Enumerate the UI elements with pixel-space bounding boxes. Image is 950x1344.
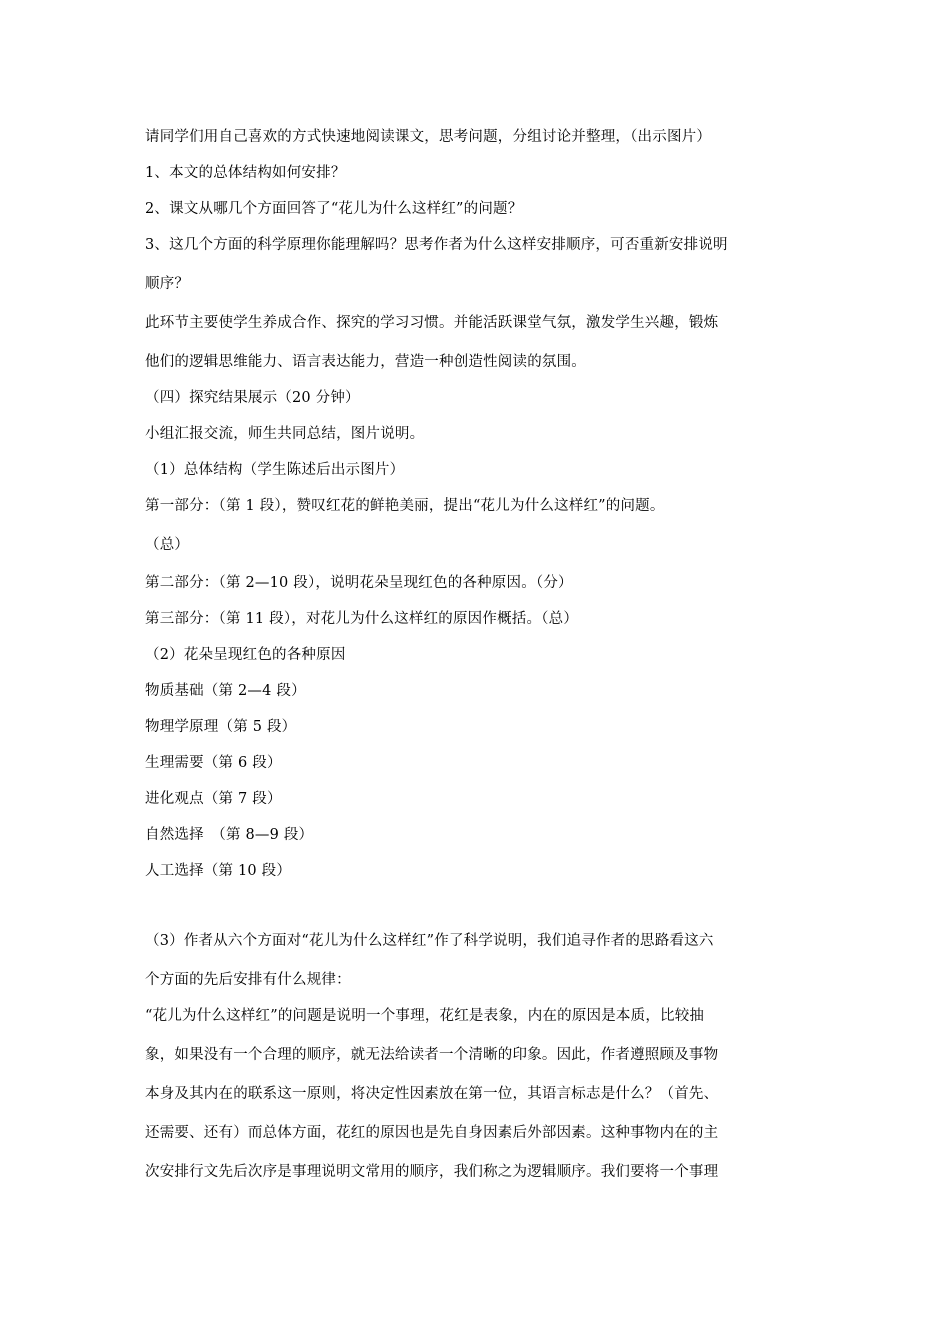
text-line: 次安排行文先后次序是事理说明文常用的顺序，我们称之为逻辑顺序。我们要将一个事理 [145, 1164, 719, 1180]
text-line: （3）作者从六个方面对“花儿为什么这样红”作了科学说明，我们追寻作者的思路看这六 [145, 933, 714, 949]
text-line: 本身及其内在的联系这一原则，将决定性因素放在第一位，其语言标志是什么？（首先、 [145, 1086, 719, 1102]
subheading: （2）花朵呈现红色的各种原因 [145, 647, 346, 663]
text-line: 个方面的先后安排有什么规律： [145, 972, 351, 988]
list-item: 进化观点（第 7 段） [145, 791, 282, 807]
text-line: 2、课文从哪几个方面回答了“花儿为什么这样红”的问题？ [145, 201, 523, 217]
list-item: 物理学原理（第 5 段） [145, 719, 297, 735]
list-item: 人工选择（第 10 段） [145, 863, 292, 879]
text-line: 顺序？ [145, 276, 190, 292]
text-line: 请同学们用自己喜欢的方式快速地阅读课文，思考问题，分组讨论并整理，（出示图片） [145, 129, 712, 145]
text-line: 象，如果没有一个合理的顺序，就无法给读者一个清晰的印象。因此，作者遵照顾及事物 [145, 1047, 719, 1063]
text-line: 第二部分：（第 2—10 段），说明花朵呈现红色的各种原因。（分） [145, 575, 573, 591]
text-line: 第一部分：（第 1 段），赞叹红花的鲜艳美丽，提出“花儿为什么这样红”的问题。 [145, 498, 665, 514]
section-heading: （四）探究结果展示（20 分钟） [145, 390, 360, 406]
text-line: （总） [145, 537, 190, 553]
text-line: 小组汇报交流，师生共同总结，图片说明。 [145, 426, 425, 442]
list-item: 生理需要（第 6 段） [145, 755, 282, 771]
text-line: “花儿为什么这样红”的问题是说明一个事理，花红是表象，内在的原因是本质，比较抽 [145, 1008, 705, 1024]
list-item: 物质基础（第 2—4 段） [145, 683, 306, 699]
text-line: 第三部分：（第 11 段），对花儿为什么这样红的原因作概括。（总） [145, 611, 579, 627]
text-line: 他们的逻辑思维能力、语言表达能力，营造一种创造性阅读的氛围。 [145, 354, 586, 370]
text-line: 还需要、还有）而总体方面，花红的原因也是先自身因素后外部因素。这种事物内在的主 [145, 1125, 719, 1141]
list-item: 自然选择 （第 8—9 段） [145, 827, 314, 843]
text-line: 3、这几个方面的科学原理你能理解吗？思考作者为什么这样安排顺序，可否重新安排说明 [145, 237, 728, 253]
subheading: （1）总体结构（学生陈述后出示图片） [145, 462, 405, 478]
text-line: 此环节主要使学生养成合作、探究的学习习惯。并能活跃课堂气氛，激发学生兴趣，锻炼 [145, 315, 719, 331]
text-line: 1、本文的总体结构如何安排？ [145, 165, 346, 181]
